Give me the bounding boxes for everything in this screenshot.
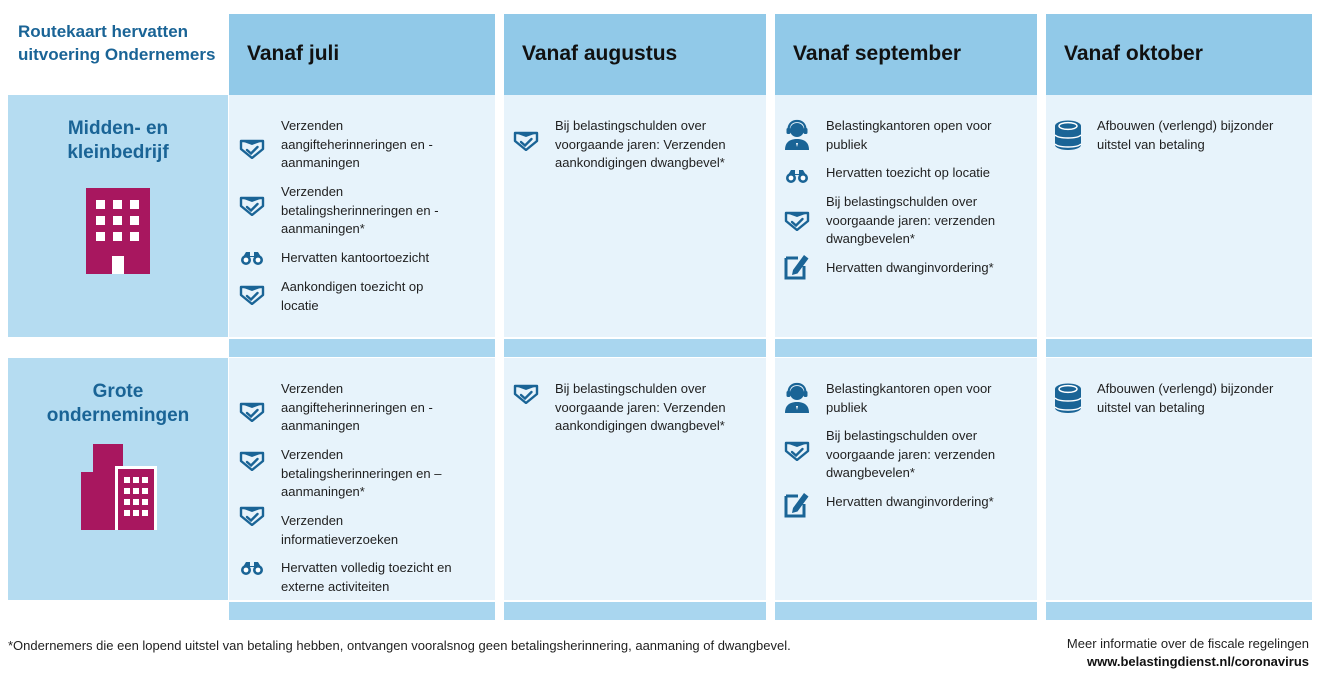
separator-band <box>229 339 495 357</box>
list-item <box>782 193 1032 249</box>
roadmap-title: Routekaart hervatten uitvoering Ondernemers <box>18 22 216 64</box>
item-text: Bij belastingschulden over voorgaande jaren: Verzenden aankondigingen dwangbevel* <box>555 381 726 433</box>
separator-band <box>1046 339 1312 357</box>
envelope-check-icon <box>782 211 812 231</box>
list-item <box>237 278 487 315</box>
pen-paper-icon <box>782 489 812 519</box>
item-text: Afbouwen (verlengd) bijzonder uitstel van betaling <box>1097 118 1274 152</box>
list-item <box>511 117 761 173</box>
item-text: Verzenden informatieverzoeken <box>281 513 399 547</box>
list-item <box>782 164 1032 184</box>
row-label-grote <box>8 358 228 600</box>
office-building-icon <box>86 188 150 274</box>
list-item <box>237 183 487 239</box>
item-text: Belastingkantoren open voor publiek <box>826 118 992 152</box>
more-info-link[interactable]: www.belastingdienst.nl/coronavirus <box>1086 654 1309 669</box>
footnote: *Ondernemers die een lopend uitstel van betaling hebben, ontvangen vooralsnog geen betalingsherinnering, aanmaning of dwangbevel. <box>8 638 791 653</box>
list-item <box>237 117 487 173</box>
bottom-band <box>229 602 495 620</box>
person-headset-icon <box>782 119 812 151</box>
list-item <box>237 380 487 436</box>
row-label-text: Grote ondernemingen <box>46 381 190 426</box>
item-text: Verzenden betalingsherinneringen en -aanmaningen* <box>281 184 439 236</box>
item-text: Bij belastingschulden over voorgaande jaren: verzenden dwangbevelen* <box>826 194 996 246</box>
large-building-icon <box>81 444 157 530</box>
item-text: Bij belastingschulden over voorgaande jaren: Verzenden aankondigingen dwangbevel* <box>555 118 726 170</box>
item-text: Afbouwen (verlengd) bijzonder uitstel van betaling <box>1097 381 1274 415</box>
list-item <box>782 493 1032 519</box>
separator-band <box>504 339 766 357</box>
list-item <box>511 380 761 436</box>
coins-icon <box>1053 119 1083 151</box>
item-text: Bij belastingschulden over voorgaande jaren: verzenden dwangbevelen* <box>826 428 996 480</box>
list-item <box>782 259 1032 281</box>
list-item <box>782 117 1032 154</box>
binoculars-icon <box>237 560 267 576</box>
list-item <box>1053 380 1308 417</box>
item-text: Verzenden betalingsherinneringen en – aanmaningen* <box>281 447 442 499</box>
column-header-september: Vanaf september <box>775 14 1037 95</box>
envelope-check-icon <box>237 506 267 526</box>
bottom-band <box>504 602 766 620</box>
item-text: Hervatten kantoortoezicht <box>281 250 430 265</box>
list-item <box>1053 117 1308 154</box>
list-item <box>237 512 487 549</box>
column-header-july: Vanaf juli <box>229 14 495 95</box>
binoculars-icon <box>237 250 267 266</box>
column-header-october: Vanaf oktober <box>1046 14 1312 95</box>
more-info-text: Meer informatie over de fiscale regelingen <box>1066 636 1309 651</box>
list-item <box>237 446 487 502</box>
item-text: Belastingkantoren open voor publiek <box>826 381 992 415</box>
list-item <box>237 559 487 596</box>
item-text: Verzenden aangifteherinneringen en -aanmaningen <box>281 381 433 433</box>
coins-icon <box>1053 382 1083 414</box>
envelope-check-icon <box>511 384 541 404</box>
separator-band <box>775 339 1037 357</box>
row-label-mkb <box>8 95 228 337</box>
item-text: Hervatten toezicht op locatie <box>826 165 991 180</box>
list-item <box>782 380 1032 417</box>
item-text: Hervatten dwanginvordering* <box>826 494 994 509</box>
item-text: Aankondigen toezicht op locatie <box>281 279 424 313</box>
pen-paper-icon <box>782 251 812 281</box>
envelope-check-icon <box>237 402 267 422</box>
item-text: Hervatten dwanginvordering* <box>826 260 994 275</box>
envelope-check-icon <box>237 285 267 305</box>
envelope-check-icon <box>237 196 267 216</box>
bottom-band <box>775 602 1037 620</box>
item-text: Hervatten volledig toezicht en externe activiteiten <box>281 560 452 594</box>
row-label-text: Midden- en kleinbedrijf <box>67 118 169 163</box>
envelope-check-icon <box>237 139 267 159</box>
envelope-check-icon <box>782 441 812 461</box>
person-headset-icon <box>782 382 812 414</box>
item-text: Verzenden aangifteherinneringen en -aanmaningen <box>281 118 433 170</box>
list-item <box>782 427 1032 483</box>
list-item <box>237 249 487 268</box>
envelope-check-icon <box>511 131 541 151</box>
column-header-august: Vanaf augustus <box>504 14 766 95</box>
binoculars-icon <box>782 168 812 184</box>
bottom-band <box>1046 602 1312 620</box>
envelope-check-icon <box>237 451 267 471</box>
